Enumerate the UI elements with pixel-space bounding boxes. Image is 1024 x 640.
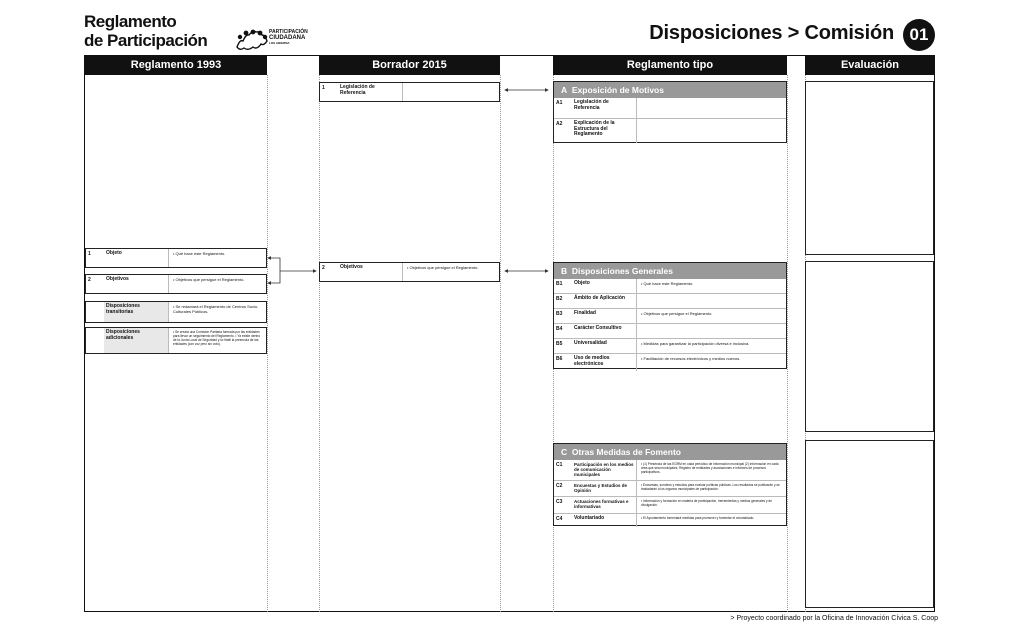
item-number: B1 <box>556 281 563 287</box>
column-header-evaluacion: Evaluación <box>805 55 935 75</box>
item-description: • Qué hace este Reglamento. <box>173 251 226 256</box>
section-letter: C <box>561 447 568 457</box>
item-number <box>86 328 104 353</box>
evaluation-box-b[interactable] <box>805 261 934 432</box>
section-title: Exposición de Motivos <box>571 85 664 95</box>
item-label: Carácter Consultivo <box>572 324 637 338</box>
tipo-section-a[interactable] <box>553 81 787 143</box>
section-letter: A <box>561 85 568 95</box>
borrador-objetivos-card[interactable] <box>319 262 500 282</box>
section-title: Disposiciones Generales <box>571 266 673 276</box>
item-label: Uso de medios electrónicos <box>572 354 637 371</box>
reg1993-transitorias-card[interactable] <box>85 301 267 323</box>
item-number: C4 <box>556 516 563 522</box>
item-description <box>403 83 499 101</box>
item-label: Participación en los medios de comunicación municipales <box>572 460 637 480</box>
item-label: Encuestas y Estudios de Opinión <box>572 481 637 496</box>
item-description: • Objetivos que persigue el Reglamento. <box>173 277 245 282</box>
item-description: • Se creará una Comisión Paritaria formada por las entidades para llevar un seguimiento del Reglamento. • Ya existe dentro de la Junta Local de Seguridad y la Hábil la presencia de las entidades (con voz pero sin voto). <box>173 330 261 346</box>
evaluation-box-c[interactable] <box>805 440 934 608</box>
section-c-header <box>554 444 786 460</box>
section-letter: B <box>561 266 568 276</box>
item-number: 2 <box>322 265 325 271</box>
column-header-borrador: Borrador 2015 <box>319 55 500 75</box>
item-label: Legislación de Referencia <box>572 98 637 118</box>
item-description: • (1) Presencia de las EGRM en cada periódico de información municipal (2) Información en cada área que sea municipales, Registro de entidades y asociaciones e informes de procesos participativos. <box>641 462 779 474</box>
brand-title <box>84 12 207 50</box>
item-number: 2 <box>88 277 91 283</box>
item-description <box>637 98 786 118</box>
item-number: A2 <box>556 121 563 127</box>
item-description: • Facilitación de recursos electrónicos y medios nuevos. <box>641 356 741 361</box>
item-description <box>637 119 786 143</box>
item-number: C3 <box>556 499 563 505</box>
page-title: Disposiciones > Comisión <box>649 22 894 44</box>
item-label: Disposiciones transitorias <box>104 302 169 322</box>
column-divider <box>267 75 268 612</box>
item-number: B6 <box>556 356 563 362</box>
item-label: Ámbito de Aplicación <box>572 294 637 308</box>
logo-line1: PARTICIPACIÓN <box>269 29 308 35</box>
item-description: • Encuestas, sondeos y estudios para evaluar políticas públicas. Los resultados se publicarán y se trasladarán a los órganos municipales de participación. <box>641 483 780 491</box>
logo-text <box>269 30 308 47</box>
logo-line2: CIUDADANA <box>269 34 306 41</box>
item-description: • Objetivos que persigue el Reglamento. <box>641 311 713 316</box>
column-divider <box>787 75 788 612</box>
column-divider <box>500 75 501 612</box>
item-number: B3 <box>556 311 563 317</box>
reg1993-adicionales-card[interactable] <box>85 327 267 354</box>
item-number: 1 <box>88 251 91 257</box>
brand-title-line1: Reglamento <box>84 12 177 31</box>
borrador-legislacion-card[interactable] <box>319 82 500 102</box>
item-description: • Objetivos que persigue el Reglamento. <box>407 265 479 270</box>
tipo-section-c[interactable] <box>553 443 787 526</box>
reg1993-objeto-card[interactable] <box>85 248 267 268</box>
item-description: • El Ayuntamiento fomentará medidas para promover y fomentar el voluntariado. <box>641 516 755 520</box>
item-number: B2 <box>556 296 563 302</box>
item-number: B5 <box>556 341 563 347</box>
item-number: C2 <box>556 483 563 489</box>
item-number: B4 <box>556 326 563 332</box>
logo-line3: LOS ABIERNA <box>269 41 290 46</box>
column-divider <box>319 75 320 612</box>
item-description: • Información y formación en materia de participación, herramientas y medios generales y de divulgación. <box>641 499 772 507</box>
item-description: • Se redactará el Reglamento de Centros Socio-Culturales Públicos. <box>173 304 259 314</box>
item-description: • Qué hace este Reglamento. <box>641 281 694 286</box>
item-label: Objeto <box>572 279 637 293</box>
column-header-tipo: Reglamento tipo <box>553 55 787 75</box>
item-label: Legislación de Referencia <box>338 83 403 101</box>
item-description <box>637 294 786 308</box>
evaluation-box-a[interactable] <box>805 81 934 255</box>
item-label: Universalidad <box>572 339 637 353</box>
reg1993-objetivos-card[interactable] <box>85 274 267 294</box>
tipo-section-b[interactable] <box>553 262 787 369</box>
item-number: 1 <box>322 85 325 91</box>
item-label: Objeto <box>104 249 169 267</box>
item-number <box>86 302 104 322</box>
item-number: C1 <box>556 462 563 468</box>
item-label: Objetivos <box>338 263 403 281</box>
item-label: Explicación de la Estructura del Reglamento <box>572 119 637 143</box>
item-label: Disposiciones adicionales <box>104 328 169 353</box>
item-label: Finalidad <box>572 309 637 323</box>
item-label: Actuaciones formativas e informativas <box>572 497 637 513</box>
column-header-reg1993: Reglamento 1993 <box>85 55 267 75</box>
item-description: • Medidas para garantizar la participación diversa e inclusiva. <box>641 341 750 346</box>
section-b-header <box>554 263 786 279</box>
page-number-badge: 01 <box>903 19 935 51</box>
section-title: Otras Medidas de Fomento <box>571 447 681 457</box>
item-label: Objetivos <box>104 275 169 293</box>
brand-title-line2: de Participación <box>84 31 208 50</box>
item-label: Voluntariado <box>572 514 637 527</box>
section-a-header <box>554 82 786 98</box>
item-description <box>637 324 786 338</box>
footer-credit: > Proyecto coordinado por la Oficina de Innovación Cívica S. Coop <box>730 615 938 622</box>
item-number: A1 <box>556 100 563 106</box>
